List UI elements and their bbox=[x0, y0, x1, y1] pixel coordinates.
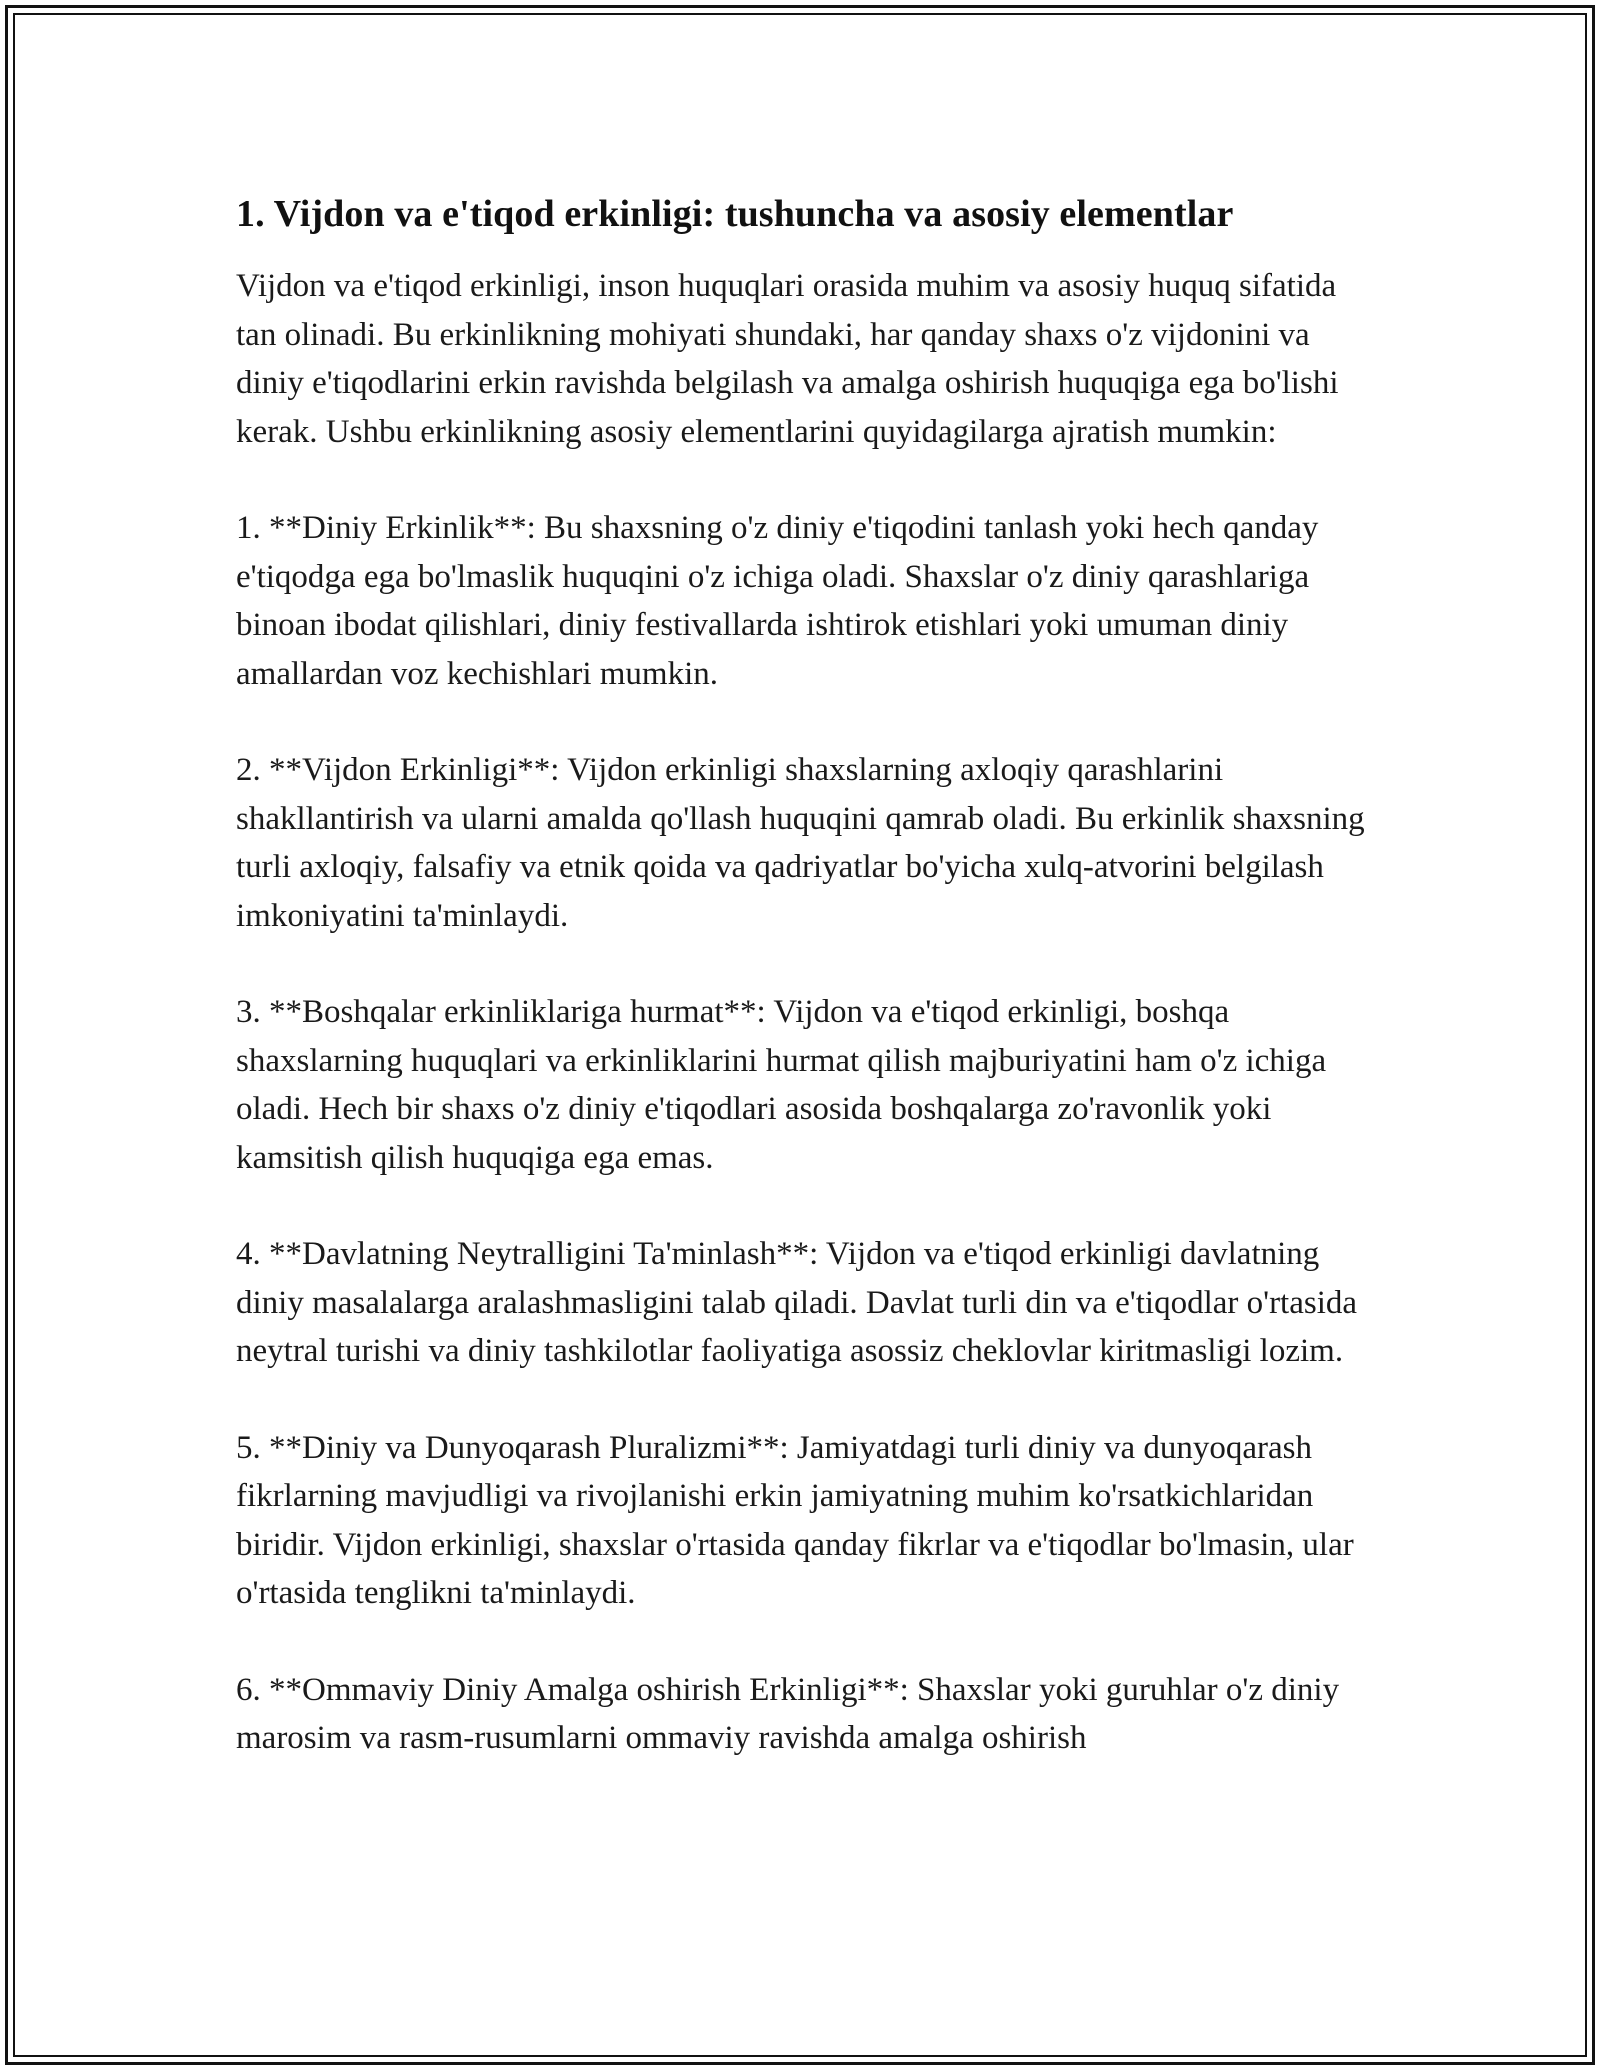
document-body bbox=[236, 186, 1366, 1811]
list-item-respect-for-others: 3. **Boshqalar erkinliklariga hurmat**: Vijdon va e'tiqod erkinligi, boshqa shaxslarning huquqlari va erkinliklarini hurmat qilish majburiyatini ham o'z ichiga oladi. Hech bir shaxs o'z diniy e'tiqodlari asosida boshqalarga zo'ravonlik yoki kamsitish qilish huquqiga ega emas. bbox=[236, 994, 1327, 1176]
section-heading: 1. Vijdon va e'tiqod erkinligi: tushuncha va asosiy elementlar bbox=[236, 193, 1234, 235]
list-item-state-neutrality: 4. **Davlatning Neytralligini Ta'minlash**: Vijdon va e'tiqod erkinligi davlatning diniy masalalarga aralashmasligini talab qiladi. Davlat turli din va e'tiqodlar o'rtasida neytral turishi va diniy tashkilotlar faoliyatiga asossiz cheklovlar kiritmasligi lozim. bbox=[236, 1236, 1358, 1369]
list-item-pluralism: 5. **Diniy va Dunyoqarash Pluralizmi**: Jamiyatdagi turli diniy va dunyoqarash fikrlarning mavjudligi va rivojlanishi erkin jamiyatning muhim ko'rsatkichlaridan biridir. Vijdon erkinligi, shaxslar o'rtasida qanday fikrlar va e'tiqodlar bo'lmasin, ular o'rtasida tenglikni ta'minlaydi. bbox=[236, 1429, 1354, 1611]
list-item-religious-freedom: 1. **Diniy Erkinlik**: Bu shaxsning o'z diniy e'tiqodini tanlash yoki hech qanday e'tiqodga ega bo'lmaslik huquqini o'z ichiga oladi. Shaxslar o'z diniy qarashlariga binoan ibodat qilishlari, diniy festivallarda ishtirok etishlari yoki umuman diniy amallardan voz kechishlari mumkin. bbox=[236, 510, 1319, 692]
list-item-freedom-of-conscience: 2. **Vijdon Erkinligi**: Vijdon erkinligi shaxslarning axloqiy qarashlarini shakllantirish va ularni amalda qo'llash huquqini qamrab oladi. Bu erkinlik shaxsning turli axloqiy, falsafiy va etnik qoida va qadriyatlar bo'yicha xulq-atvorini belgilash imkoniyatini ta'minlaydi. bbox=[236, 752, 1365, 934]
list-item-public-practice: 6. **Ommaviy Diniy Amalga oshirish Erkinligi**: Shaxslar yoki guruhlar o'z diniy marosim va rasm-rusumlarni ommaviy ravishda amalga oshirish bbox=[236, 1671, 1340, 1756]
intro-paragraph: Vijdon va e'tiqod erkinligi, inson huquqlari orasida muhim va asosiy huquq sifatida tan olinadi. Bu erkinlikning mohiyati shundaki, har qanday shaxs o'z vijdonini va diniy e'tiqodlarini erkin ravishda belgilash va amalga oshirish huquqiga ega bo'lishi kerak. Ushbu erkinlikning asosiy elementlarini quyidagilarga ajratish mumkin: bbox=[236, 268, 1339, 450]
